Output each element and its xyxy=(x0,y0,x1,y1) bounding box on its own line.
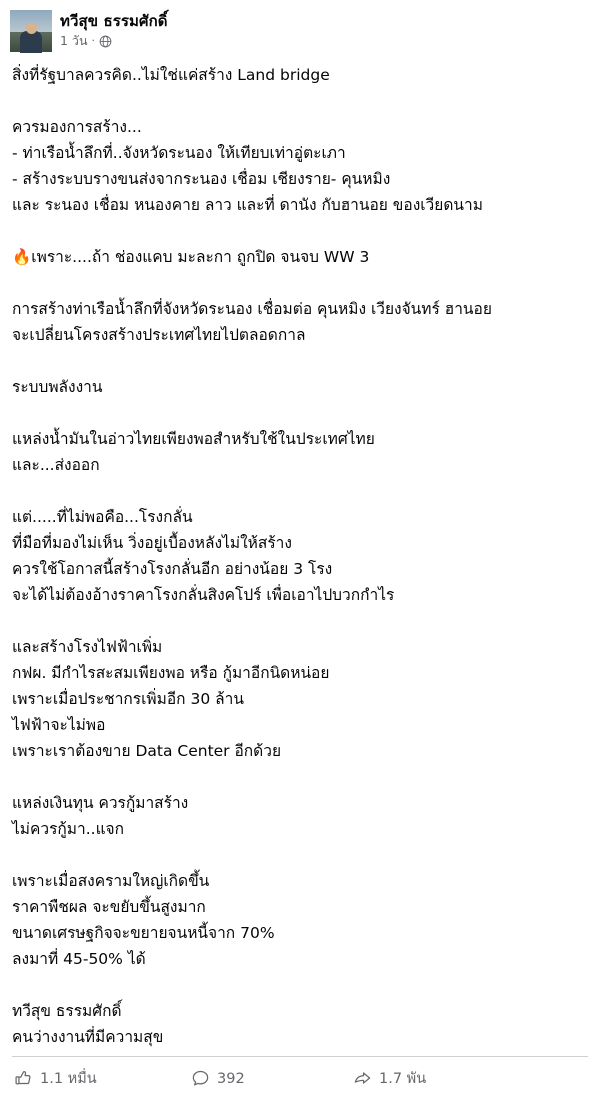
post-paragraph: สิ่งที่รัฐบาลควรคิด..ไม่ใช่แค่สร้าง Land bridge xyxy=(12,66,330,84)
avatar-person-body xyxy=(20,31,42,53)
comment-count: 392 xyxy=(217,1070,245,1087)
post-paragraph: และสร้างโรงไฟฟ้าเพิ่ม xyxy=(12,638,163,656)
post-paragraph: คนว่างงานที่มีความสุข xyxy=(12,1028,164,1046)
avatar-person-head xyxy=(26,23,37,34)
post-meta xyxy=(60,33,168,49)
post-paragraph: ไฟฟ้าจะไม่พอ xyxy=(12,716,106,734)
post-paragraph: แหล่งเงินทุน ควรกู้มาสร้าง xyxy=(12,794,189,812)
post-paragraph: ราคาพืชผล จะขยับขึ้นสูงมาก xyxy=(12,898,206,916)
post-paragraph-spacer xyxy=(12,478,588,504)
post-paragraph-spacer xyxy=(12,348,588,374)
post-paragraph-spacer xyxy=(12,972,588,998)
post-paragraph: เพราะเราต้องขาย Data Center อีกด้วย xyxy=(12,742,282,760)
post-paragraph: แหล่งน้ำมันในอ่าวไทยเพียงพอสำหรับใช้ในประเทศไทย xyxy=(12,430,375,448)
post-actions-bar xyxy=(12,1056,588,1102)
post-paragraph-spacer xyxy=(12,218,588,244)
meta-separator: · xyxy=(91,34,95,47)
post-paragraph: จะเปลี่ยนโครงสร้างประเทศไทยไปตลอดกาล xyxy=(12,326,306,344)
post-paragraph: และ ระนอง เชื่อม หนองคาย ลาว และที่ ดานัง กับฮานอย ของเวียดนาม xyxy=(12,196,483,214)
post-paragraph: เพราะเมื่อสงครามใหญ่เกิดขึ้น xyxy=(12,872,210,890)
post-paragraph: แต่.....ที่ไม่พอคือ...โรงกลั่น xyxy=(12,508,193,526)
post-paragraph-spacer xyxy=(12,764,588,790)
post-paragraph: - ท่าเรือน้ำลึกที่..จังหวัดระนอง ให้เทียบเท่าอู่ตะเภา xyxy=(12,144,346,162)
post-paragraph: ลงมาที่ 45-50% ได้ xyxy=(12,950,146,968)
like-button[interactable] xyxy=(12,1063,189,1094)
share-icon xyxy=(353,1069,372,1088)
post-paragraph: การสร้างท่าเรือน้ำลึกที่จังหวัดระนอง เชื่อมต่อ คุนหมิง เวียงจันทร์ ฮานอย xyxy=(12,300,492,318)
avatar[interactable] xyxy=(10,10,52,52)
post-paragraph: กฟผ. มีกำไรสะสมเพียงพอ หรือ กู้มาอีกนิดหน่อย xyxy=(12,664,330,682)
post-paragraph: ขนาดเศรษฐกิจจะขยายจนหนี้จาก 70% xyxy=(12,924,275,942)
post-paragraph: ที่มือที่มองไม่เห็น วิ่งอยู่เบื้องหลังไม่ให้สร้าง xyxy=(12,534,292,552)
post-text xyxy=(12,62,588,1050)
post-paragraph: ระบบพลังงาน xyxy=(12,378,103,396)
post-paragraph: จะได้ไม่ต้องอ้างราคาโรงกลั่นสิงคโปร์ เพื่อเอาไปบวกกำไร xyxy=(12,586,395,604)
comment-button[interactable] xyxy=(189,1065,351,1092)
post-timestamp[interactable]: 1 วัน xyxy=(60,33,88,48)
post-paragraph: ทวีสุข ธรรมศักดิ์ xyxy=(12,1002,122,1020)
comment-icon xyxy=(191,1069,210,1088)
globe-icon[interactable] xyxy=(99,35,112,48)
post-header xyxy=(10,8,590,58)
post-header-text xyxy=(60,10,168,49)
post-paragraph-spacer xyxy=(12,842,588,868)
share-button[interactable] xyxy=(351,1063,513,1094)
post-paragraph: ไม่ควรกู้มา..แจก xyxy=(12,820,125,838)
post-author-name[interactable]: ทวีสุข ธรรมศักดิ์ xyxy=(60,12,168,30)
post-paragraph-spacer xyxy=(12,270,588,296)
post-body xyxy=(10,58,590,1050)
post-paragraph: เพราะเมื่อประชากรเพิ่มอีก 30 ล้าน xyxy=(12,690,244,708)
share-count: 1.7 พัน xyxy=(379,1071,427,1087)
post-paragraph-spacer xyxy=(12,88,588,114)
post-paragraph: 🔥เพราะ....ถ้า ช่องแคบ มะละกา ถูกปิด จนจบ WW 3 xyxy=(12,248,370,266)
post-paragraph-spacer xyxy=(12,400,588,426)
post-paragraph-spacer xyxy=(12,608,588,634)
post-paragraph: - สร้างระบบรางขนส่งจากระนอง เชื่อม เชียงราย- คุนหมิง xyxy=(12,170,391,188)
post-paragraph: และ...ส่งออก xyxy=(12,456,100,474)
like-count: 1.1 หมื่น xyxy=(40,1071,97,1087)
post-paragraph: ควรมองการสร้าง... xyxy=(12,118,142,136)
thumbs-up-icon xyxy=(14,1069,33,1088)
post-paragraph: ควรใช้โอกาสนี้สร้างโรงกลั่นอีก อย่างน้อย 3 โรง xyxy=(12,560,333,578)
